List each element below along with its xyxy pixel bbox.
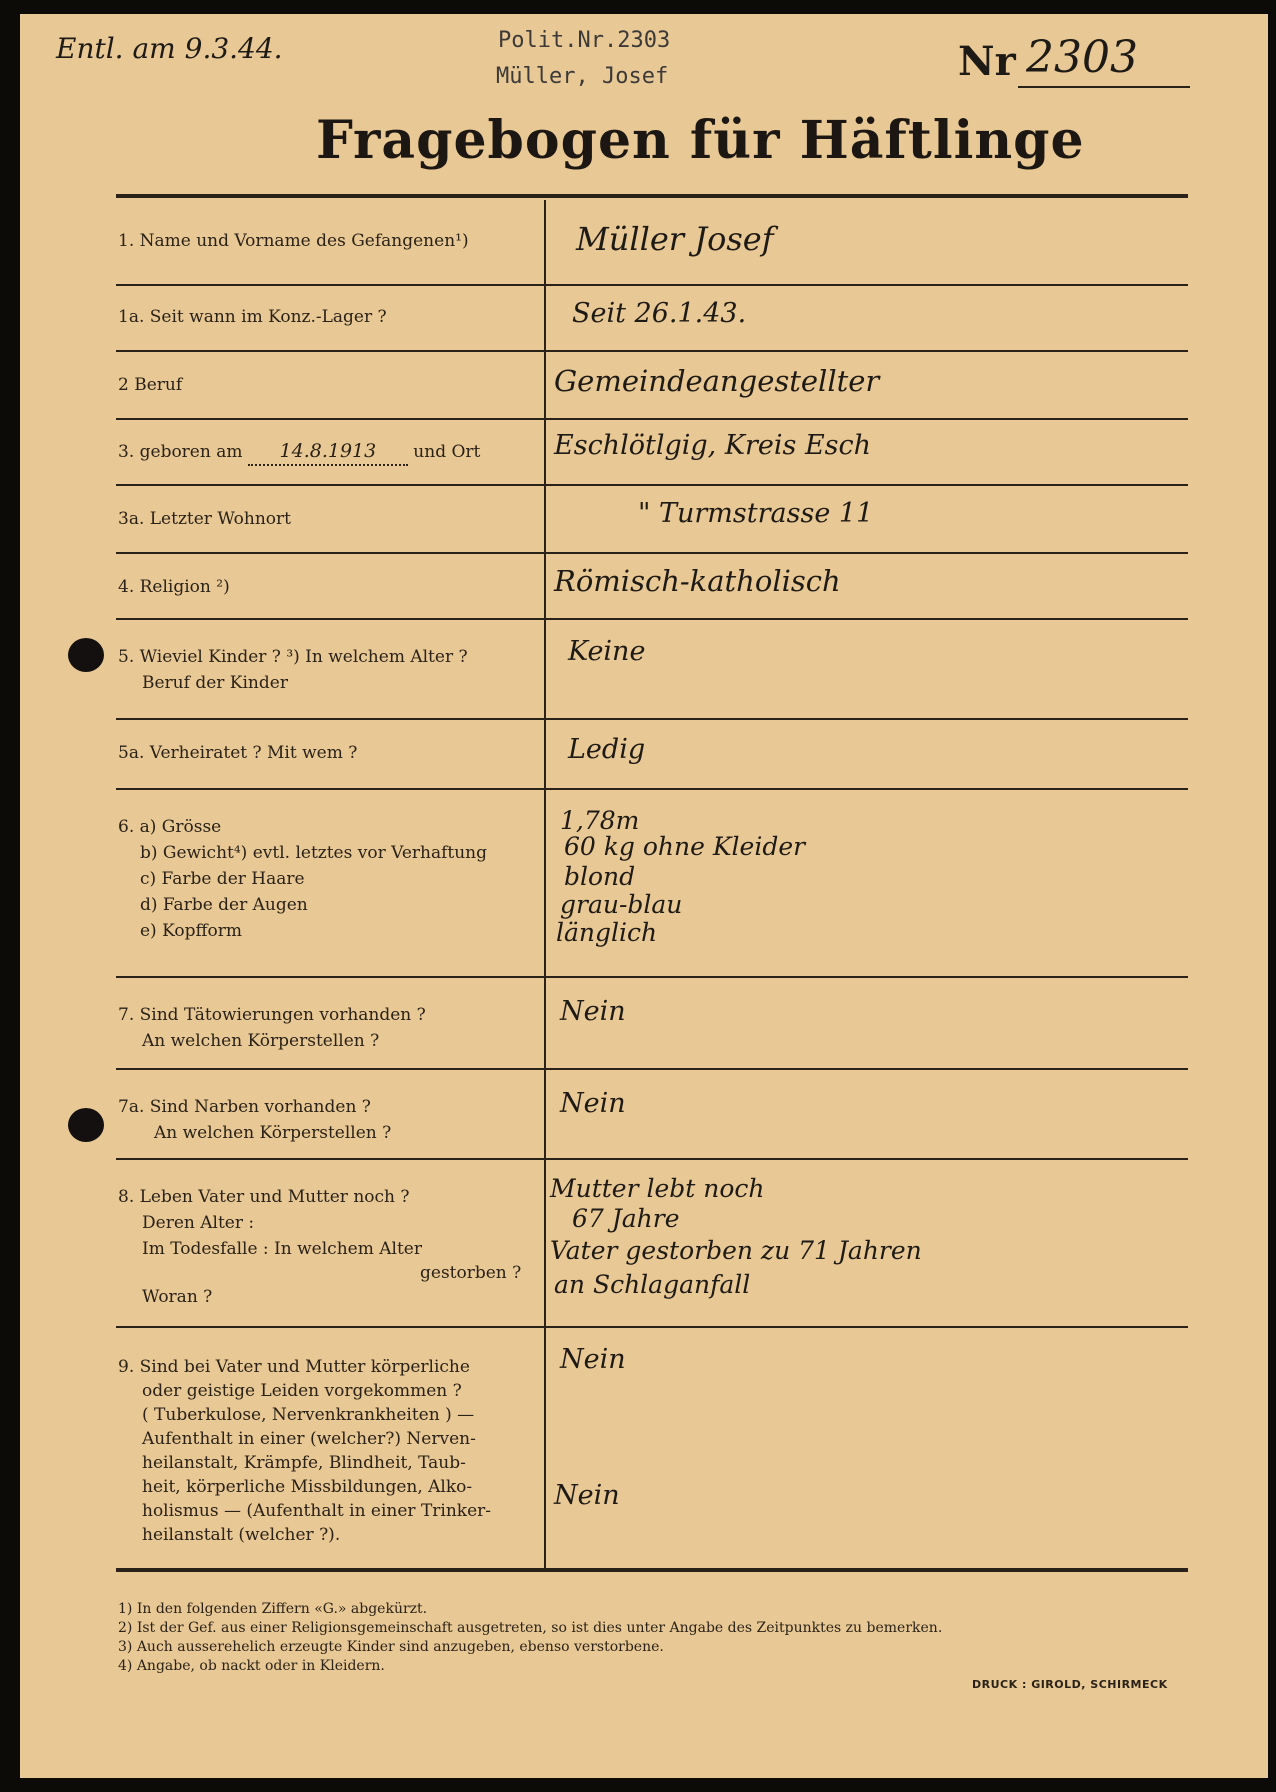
footnote-4: 4) Angabe, ob nackt oder in Kleidern. <box>118 1658 385 1674</box>
answer-father-death: Vater gestorben zu 71 Jahren <box>550 1236 922 1265</box>
answer-weight: 60 kg ohne Kleider <box>564 832 806 861</box>
answer-occupation: Gemeindeangestellter <box>554 364 880 398</box>
born-label: 3. geboren am <box>118 442 243 462</box>
answer-since: Seit 26.1.43. <box>572 298 747 329</box>
row-rule <box>116 284 1188 286</box>
answer-head-shape: länglich <box>556 918 658 947</box>
row-6c-label: c) Farbe der Haare <box>140 869 305 889</box>
row-1-label: 1. Name und Vorname des Gefangenen¹) <box>118 231 469 251</box>
page-title: Fragebogen für Häftlinge <box>316 110 1085 171</box>
discharge-note: Entl. am 9.3.44. <box>56 32 283 65</box>
punch-hole-top <box>68 638 104 672</box>
row-7-label-2: An welchen Körperstellen ? <box>142 1031 380 1051</box>
answer-married: Ledig <box>568 734 646 765</box>
prisoner-number: 2303 <box>1026 32 1138 83</box>
footnote-2: 2) Ist der Gef. aus einer Religionsgemeinschaft ausgetreten, so ist dies unter Angabe des Zeitpunktes zu bemerken. <box>118 1620 943 1636</box>
row-5a-label: 5a. Verheiratet ? Mit wem ? <box>118 743 358 763</box>
row-8-label: 8. Leben Vater und Mutter noch ? <box>118 1187 410 1207</box>
row-6b-label: b) Gewicht⁴) evtl. letztes vor Verhaftung <box>140 843 488 863</box>
row-2-label: 2 Beruf <box>118 375 183 395</box>
row-9-label-5: heilanstalt, Krämpfe, Blindheit, Taub- <box>142 1453 466 1473</box>
answer-name: Müller Josef <box>576 220 774 258</box>
row-rule <box>116 1068 1188 1070</box>
row-9-label-2: oder geistige Leiden vorgekommen ? <box>142 1381 462 1401</box>
row-7-label: 7. Sind Tätowierungen vorhanden ? <box>118 1005 426 1025</box>
row-8-label-3: Im Todesfalle : In welchem Alter <box>142 1239 422 1259</box>
answer-death-cause: an Schlaganfall <box>554 1270 751 1299</box>
row-9-label-6: heit, körperliche Missbildungen, Alko- <box>142 1477 473 1497</box>
row-5-label: 5. Wieviel Kinder ? ³) In welchem Alter ? <box>118 647 468 667</box>
answer-hair: blond <box>564 862 636 891</box>
table-bottom-rule <box>116 1568 1188 1572</box>
polit-number: Polit.Nr.2303 <box>498 28 671 53</box>
row-8-label-2: Deren Alter : <box>142 1213 255 1233</box>
column-divider <box>544 200 546 1570</box>
row-3a-label: 3a. Letzter Wohnort <box>118 509 291 529</box>
row-rule <box>116 552 1188 554</box>
number-prefix: Nr <box>958 38 1016 85</box>
answer-parents-living: Mutter lebt noch <box>550 1174 765 1203</box>
row-rule <box>116 418 1188 420</box>
answer-religion: Römisch-katholisch <box>554 564 841 598</box>
row-9-label-7: holismus — (Aufenthalt in einer Trinker- <box>142 1501 492 1521</box>
answer-birthplace: Eschlötlgig, Kreis Esch <box>554 430 872 461</box>
row-3-label <box>118 438 480 466</box>
place-label: und Ort <box>413 442 481 462</box>
row-9-label-3: ( Tuberkulose, Nervenkrankheiten ) — <box>142 1405 475 1425</box>
row-rule <box>116 718 1188 720</box>
row-rule <box>116 976 1188 978</box>
punch-hole-bottom <box>68 1108 104 1142</box>
answer-alcoholism: Nein <box>554 1480 620 1511</box>
answer-residence: " Turmstrasse 11 <box>638 498 874 529</box>
row-9-label-8: heilanstalt (welcher ?). <box>142 1525 341 1545</box>
answer-scars: Nein <box>560 1088 626 1119</box>
row-rule <box>116 788 1188 790</box>
answer-eyes: grau-blau <box>560 890 683 919</box>
answer-children: Keine <box>568 636 646 667</box>
row-rule <box>116 1158 1188 1160</box>
answer-height: 1,78m <box>560 806 640 835</box>
row-8-label-5: Woran ? <box>142 1287 213 1307</box>
row-6d-label: d) Farbe der Augen <box>140 895 308 915</box>
answer-mother-age: 67 Jahre <box>572 1204 680 1233</box>
table-top-rule <box>116 194 1188 198</box>
questionnaire-sheet <box>20 14 1268 1778</box>
typed-name: Müller, Josef <box>496 64 669 89</box>
row-6e-label: e) Kopfform <box>140 921 243 941</box>
row-9-label-4: Aufenthalt in einer (welcher?) Nerven- <box>142 1429 476 1449</box>
answer-tattoos: Nein <box>560 996 626 1027</box>
birth-date: 14.8.1913 <box>248 438 408 466</box>
number-underline <box>1018 86 1190 88</box>
row-rule <box>116 350 1188 352</box>
row-6a-label: 6. a) Grösse <box>118 817 222 837</box>
footnote-1: 1) In den folgenden Ziffern «G.» abgekürzt. <box>118 1601 428 1617</box>
row-8-label-4: gestorben ? <box>420 1263 522 1283</box>
row-9-label-1: 9. Sind bei Vater und Mutter körperliche <box>118 1357 470 1377</box>
row-rule <box>116 1326 1188 1328</box>
row-5-label-2: Beruf der Kinder <box>142 673 288 693</box>
row-rule <box>116 618 1188 620</box>
row-1a-label: 1a. Seit wann im Konz.-Lager ? <box>118 307 387 327</box>
row-rule <box>116 484 1188 486</box>
printer-imprint: DRUCK : GIROLD, SCHIRMECK <box>972 1678 1168 1691</box>
row-4-label: 4. Religion ²) <box>118 577 230 597</box>
footnote-3: 3) Auch ausserehelich erzeugte Kinder sind anzugeben, ebenso verstorbene. <box>118 1639 664 1655</box>
row-7a-label: 7a. Sind Narben vorhanden ? <box>118 1097 371 1117</box>
answer-illnesses: Nein <box>560 1344 626 1375</box>
row-7a-label-2: An welchen Körperstellen ? <box>154 1123 392 1143</box>
